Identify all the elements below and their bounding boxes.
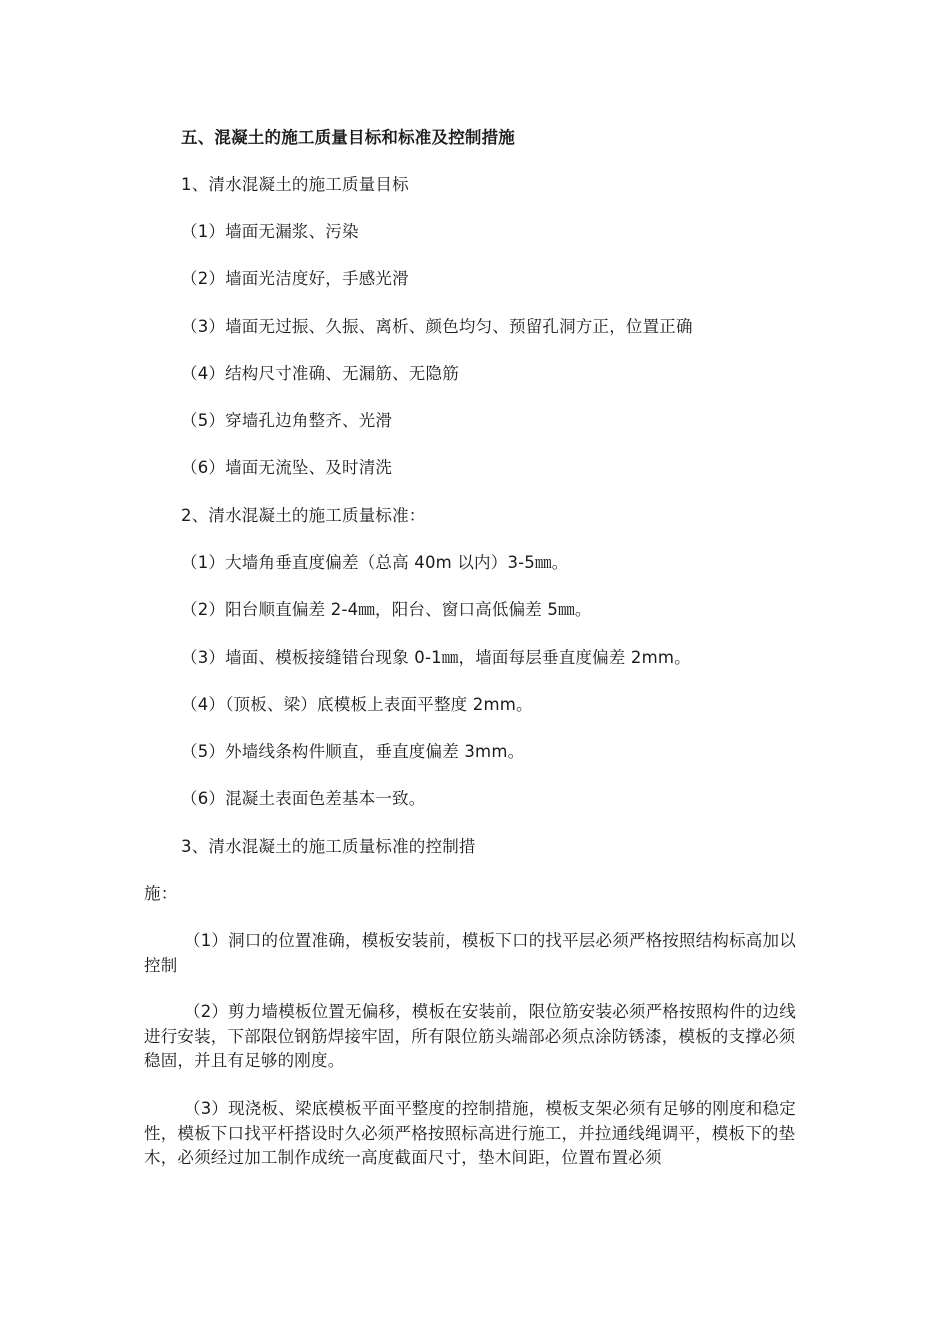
part2-item-1: （1）大墙角垂直度偏差（总高 40m 以内）3-5㎜。 bbox=[181, 553, 569, 572]
part1-title: 1、清水混凝土的施工质量目标 bbox=[181, 175, 409, 194]
part1-item-6: （6）墙面无流坠、及时清洗 bbox=[181, 458, 393, 477]
part2-item-4: （4）（顶板、梁）底模板上表面平整度 2mm。 bbox=[181, 695, 533, 714]
part3-paragraph-2: （2）剪力墙模板位置无偏移，模板在安装前，限位筋安装必须严格按照构件的边线进行安装，下部限位钢筋焊接牢固，所有限位筋头端部必须点涂防锈漆，模板的支撑必须稳固，并且有足够的刚度。 bbox=[144, 1002, 796, 1070]
part2-item-5: （5）外墙线条构件顺直，垂直度偏差 3mm。 bbox=[181, 742, 525, 761]
part3-title: 3、清水混凝土的施工质量标准的控制措 bbox=[181, 837, 476, 856]
section-heading: 五、混凝土的施工质量目标和标准及控制措施 bbox=[181, 128, 515, 147]
part2-item-3: （3）墙面、模板接缝错台现象 0-1㎜，墙面每层垂直度偏差 2mm。 bbox=[181, 648, 691, 667]
part2-title: 2、清水混凝土的施工质量标准： bbox=[181, 506, 426, 525]
part1-item-4: （4）结构尺寸准确、无漏筋、无隐筋 bbox=[181, 364, 459, 383]
part1-item-5: （5）穿墙孔边角整齐、光滑 bbox=[181, 411, 393, 430]
part1-item-2: （2）墙面光洁度好，手感光滑 bbox=[181, 269, 409, 288]
part1-item-3: （3）墙面无过振、久振、离析、颜色均匀、预留孔洞方正，位置正确 bbox=[181, 317, 693, 336]
part2-item-6: （6）混凝土表面色差基本一致。 bbox=[181, 789, 426, 808]
part3-paragraph-1: （1）洞口的位置准确，模板安装前，模板下口的找平层必须严格按照结构标高加以控制 bbox=[144, 931, 796, 975]
part1-item-1: （1）墙面无漏浆、污染 bbox=[181, 222, 359, 241]
part2-item-2: （2）阳台顺直偏差 2-4㎜，阳台、窗口高低偏差 5㎜。 bbox=[181, 600, 592, 619]
part3-title-continued: 施： bbox=[144, 884, 178, 903]
part3-paragraph-3: （3）现浇板、梁底模板平面平整度的控制措施，模板支架必须有足够的刚度和稳定性，模板下口找平杆搭设时久必须严格按照标高进行施工，并拉通线绳调平，模板下的垫木，必须经过加工制作成统一高度截面尺寸，垫木间距，位置布置必须 bbox=[144, 1099, 796, 1167]
